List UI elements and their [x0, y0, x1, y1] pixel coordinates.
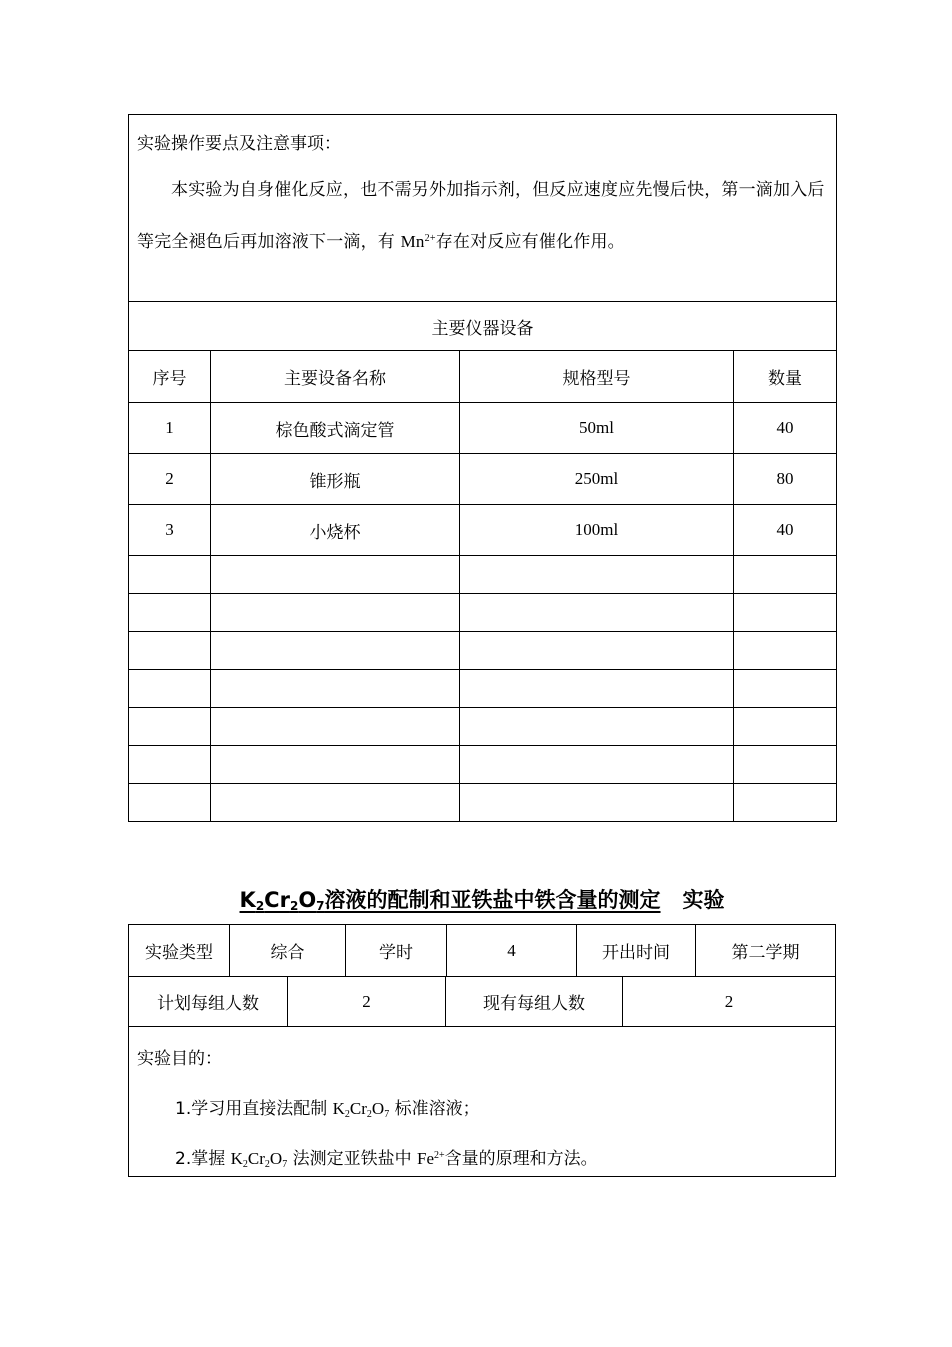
item1-text-end: 标准溶液； — [389, 1099, 480, 1119]
planned-label: 计划每组人数 — [129, 977, 288, 1026]
row-index: 2 — [129, 454, 211, 505]
table-row — [129, 505, 837, 556]
experiment-title — [128, 884, 836, 914]
row-spec: 250ml — [460, 454, 734, 505]
row-spec: 100ml — [460, 505, 734, 556]
purpose-heading: 实验目的： — [137, 1049, 222, 1069]
empty-row — [129, 784, 837, 822]
row-quantity: 40 — [734, 505, 837, 556]
title-k: K — [239, 888, 256, 912]
item2-text-mid: 法测定亚铁盐中 — [287, 1149, 417, 1169]
title-cr: Cr — [264, 888, 290, 912]
empty-row — [129, 708, 837, 746]
row-quantity: 80 — [734, 454, 837, 505]
title-cr-sub: 2 — [289, 899, 299, 913]
hours-label: 学时 — [346, 925, 447, 976]
title-rest: 溶液的配制和亚铁盐中铁含量的测定 — [324, 888, 661, 912]
equipment-table — [128, 114, 837, 822]
info-row-people — [129, 977, 835, 1027]
row-index: 1 — [129, 403, 211, 454]
row-name: 小烧杯 — [211, 505, 460, 556]
title-underlined — [240, 888, 661, 912]
notes-body — [137, 164, 830, 268]
empty-row — [129, 670, 837, 708]
table-row — [129, 403, 837, 454]
purpose-item-1 — [175, 1094, 480, 1119]
planned-value: 2 — [288, 977, 446, 1026]
formula-k2cr2o7: $K_2Cr_2O_7$ — [332, 1099, 390, 1120]
item1-text-start: 1.学习用直接法配制 — [175, 1099, 333, 1119]
purpose-item-2 — [175, 1144, 598, 1169]
type-value: 综合 — [230, 925, 346, 976]
notes-heading: 实验操作要点及注意事项： — [137, 134, 341, 154]
equipment-section-title: 主要仪器设备 — [129, 302, 837, 351]
header-name: 主要设备名称 — [211, 351, 460, 403]
row-quantity: 40 — [734, 403, 837, 454]
notes-cell — [129, 115, 837, 302]
experiment-info-table — [128, 924, 836, 1177]
fe-charge: 2+ — [434, 1150, 445, 1161]
title-suffix: 实验 — [682, 888, 725, 912]
hours-value: 4 — [447, 925, 577, 976]
empty-row — [129, 556, 837, 594]
notes-text-end: 存在对反应有催化作用。 — [435, 232, 625, 252]
table-row — [129, 454, 837, 505]
header-quantity: 数量 — [734, 351, 837, 403]
item2-text-start: 2.掌握 — [175, 1149, 231, 1169]
empty-row — [129, 594, 837, 632]
formula-k2cr2o7: $K_2Cr_2O_7$ — [230, 1149, 288, 1170]
type-label: 实验类型 — [129, 925, 230, 976]
row-spec: 50ml — [460, 403, 734, 454]
row-index: 3 — [129, 505, 211, 556]
empty-row — [129, 746, 837, 784]
title-o-sub: 7 — [316, 899, 325, 913]
fe-ion: Fe — [417, 1149, 434, 1168]
mn-charge: 2+ — [424, 233, 436, 244]
header-spec: 规格型号 — [460, 351, 734, 403]
header-index: 序号 — [129, 351, 211, 403]
title-o: O — [298, 888, 317, 912]
title-k-sub: 2 — [255, 899, 265, 913]
mn-ion: Mn — [400, 232, 425, 251]
time-label: 开出时间 — [577, 925, 696, 976]
equipment-header-row — [129, 351, 837, 403]
row-name: 棕色酸式滴定管 — [211, 403, 460, 454]
empty-row — [129, 632, 837, 670]
time-value: 第二学期 — [731, 943, 800, 963]
current-label: 现有每组人数 — [446, 977, 623, 1026]
info-row-type — [129, 925, 835, 977]
purpose-cell — [129, 1028, 835, 1176]
current-value: 2 — [724, 991, 734, 1011]
row-name: 锥形瓶 — [211, 454, 460, 505]
notes-text-start: 本实验为自身催化反应，也不需另外加指示剂，但反应速度应先慢后快，第一滴加入后等完全褪色后再加溶液下一滴，有 — [137, 180, 825, 252]
item2-text-end: 含量的原理和方法。 — [444, 1149, 598, 1169]
